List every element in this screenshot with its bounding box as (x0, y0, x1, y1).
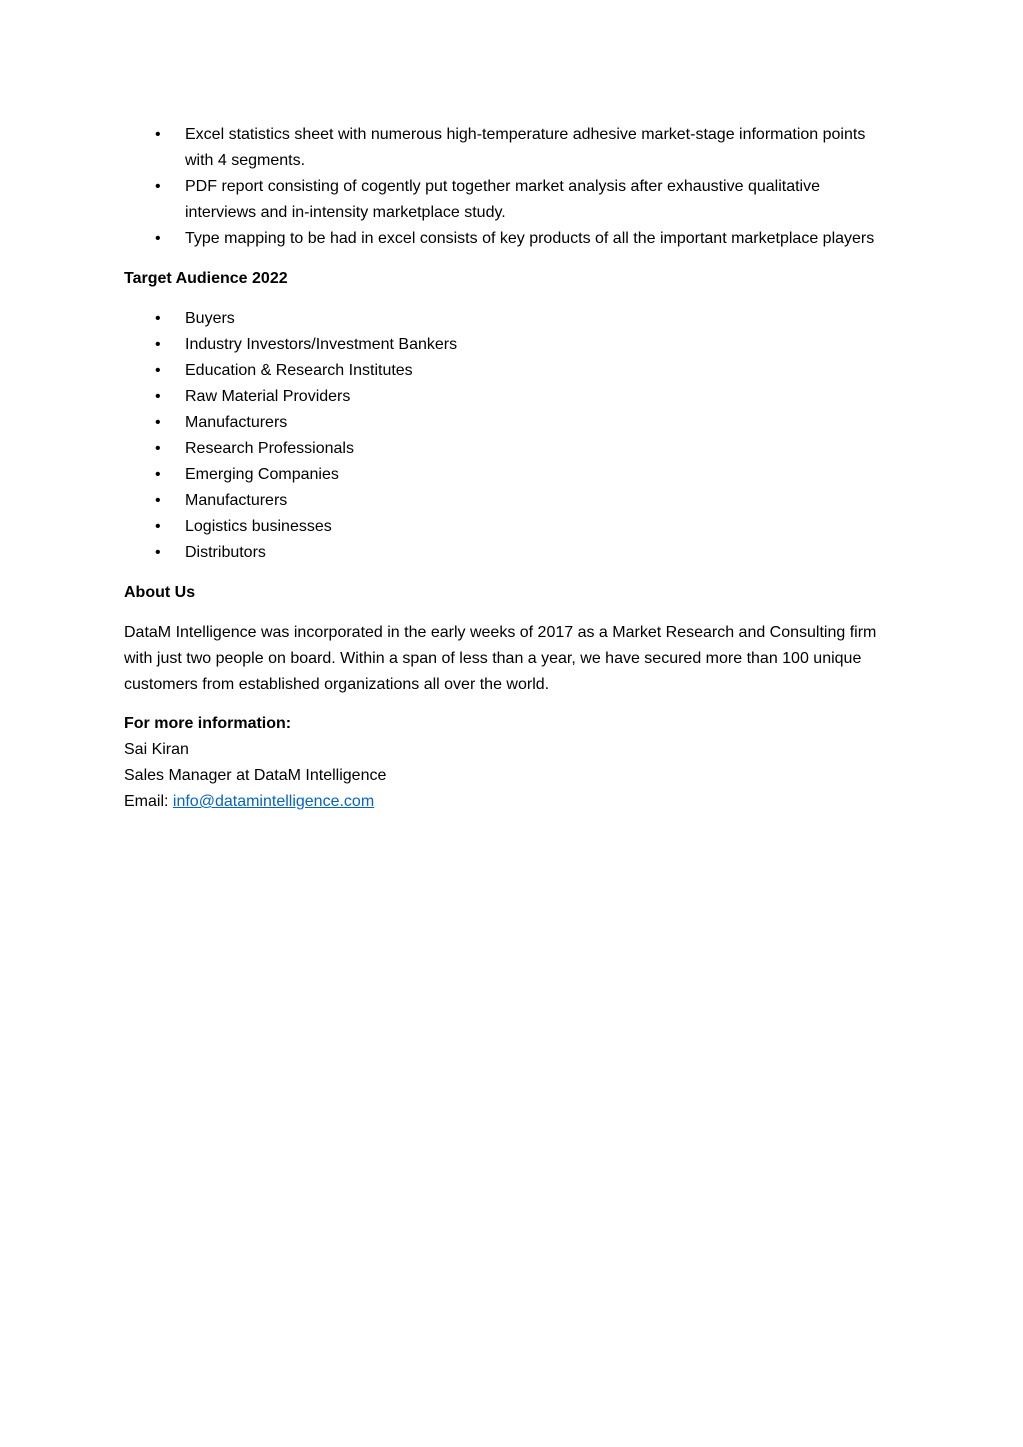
bullet-icon: • (155, 230, 161, 247)
email-link[interactable]: info@datamintelligence.com (172, 793, 375, 810)
list-item (124, 226, 880, 252)
contact-email-line (124, 789, 880, 815)
bullet-icon: • (155, 178, 161, 195)
bullet-icon: • (155, 388, 161, 405)
list-item (124, 358, 880, 384)
contact-heading: For more information: (124, 715, 292, 732)
list-item (124, 306, 880, 332)
list-item (124, 384, 880, 410)
target-audience-list (124, 306, 880, 566)
list-item-text: Manufacturers (185, 492, 288, 509)
list-item-text: Emerging Companies (185, 466, 339, 483)
list-item-text: Industry Investors/Investment Bankers (185, 336, 458, 353)
bullet-icon: • (155, 492, 161, 509)
list-item (124, 462, 880, 488)
bullet-icon: • (155, 544, 161, 561)
list-item-text: Raw Material Providers (185, 388, 351, 405)
bullet-icon: • (155, 336, 161, 353)
bullet-icon: • (155, 310, 161, 327)
about-us-paragraph: DataM Intelligence was incorporated in the early weeks of 2017 as a Market Research and Consulting firm with just two people on board. Within a span of less than a year, we have secured more than 100 unique customers from established organizations all over the world. (124, 624, 877, 693)
contact-title: Sales Manager at DataM Intelligence (124, 767, 387, 784)
list-item (124, 332, 880, 358)
list-item (124, 488, 880, 514)
contact-name: Sai Kiran (124, 741, 189, 758)
list-item (124, 122, 880, 174)
bullet-icon: • (155, 466, 161, 483)
email-label: Email: (124, 793, 173, 810)
bullet-icon: • (155, 126, 161, 143)
deliverables-list (124, 122, 880, 252)
list-item-text: Distributors (185, 544, 266, 561)
list-item (124, 174, 880, 226)
list-item-text: Buyers (185, 310, 235, 327)
list-item (124, 514, 880, 540)
bullet-icon: • (155, 414, 161, 431)
list-item (124, 540, 880, 566)
list-item-text: Research Professionals (185, 440, 354, 457)
list-item-text: Manufacturers (185, 414, 288, 431)
list-item (124, 410, 880, 436)
bullet-icon: • (155, 362, 161, 379)
bullet-icon: • (155, 440, 161, 457)
bullet-icon: • (155, 518, 161, 535)
list-item-text: Logistics businesses (185, 518, 332, 535)
list-item (124, 436, 880, 462)
target-audience-heading: Target Audience 2022 (124, 270, 288, 287)
list-item-text: Education & Research Institutes (185, 362, 413, 379)
list-item-text: PDF report consisting of cogently put together market analysis after exhaustive qualitative interviews and in-intensity marketplace study. (185, 178, 820, 221)
about-us-heading: About Us (124, 584, 196, 601)
contact-block (124, 711, 880, 815)
list-item-text: Excel statistics sheet with numerous high-temperature adhesive market-stage information points with 4 segments. (185, 126, 866, 169)
list-item-text: Type mapping to be had in excel consists of key products of all the important marketplace players (185, 230, 875, 247)
